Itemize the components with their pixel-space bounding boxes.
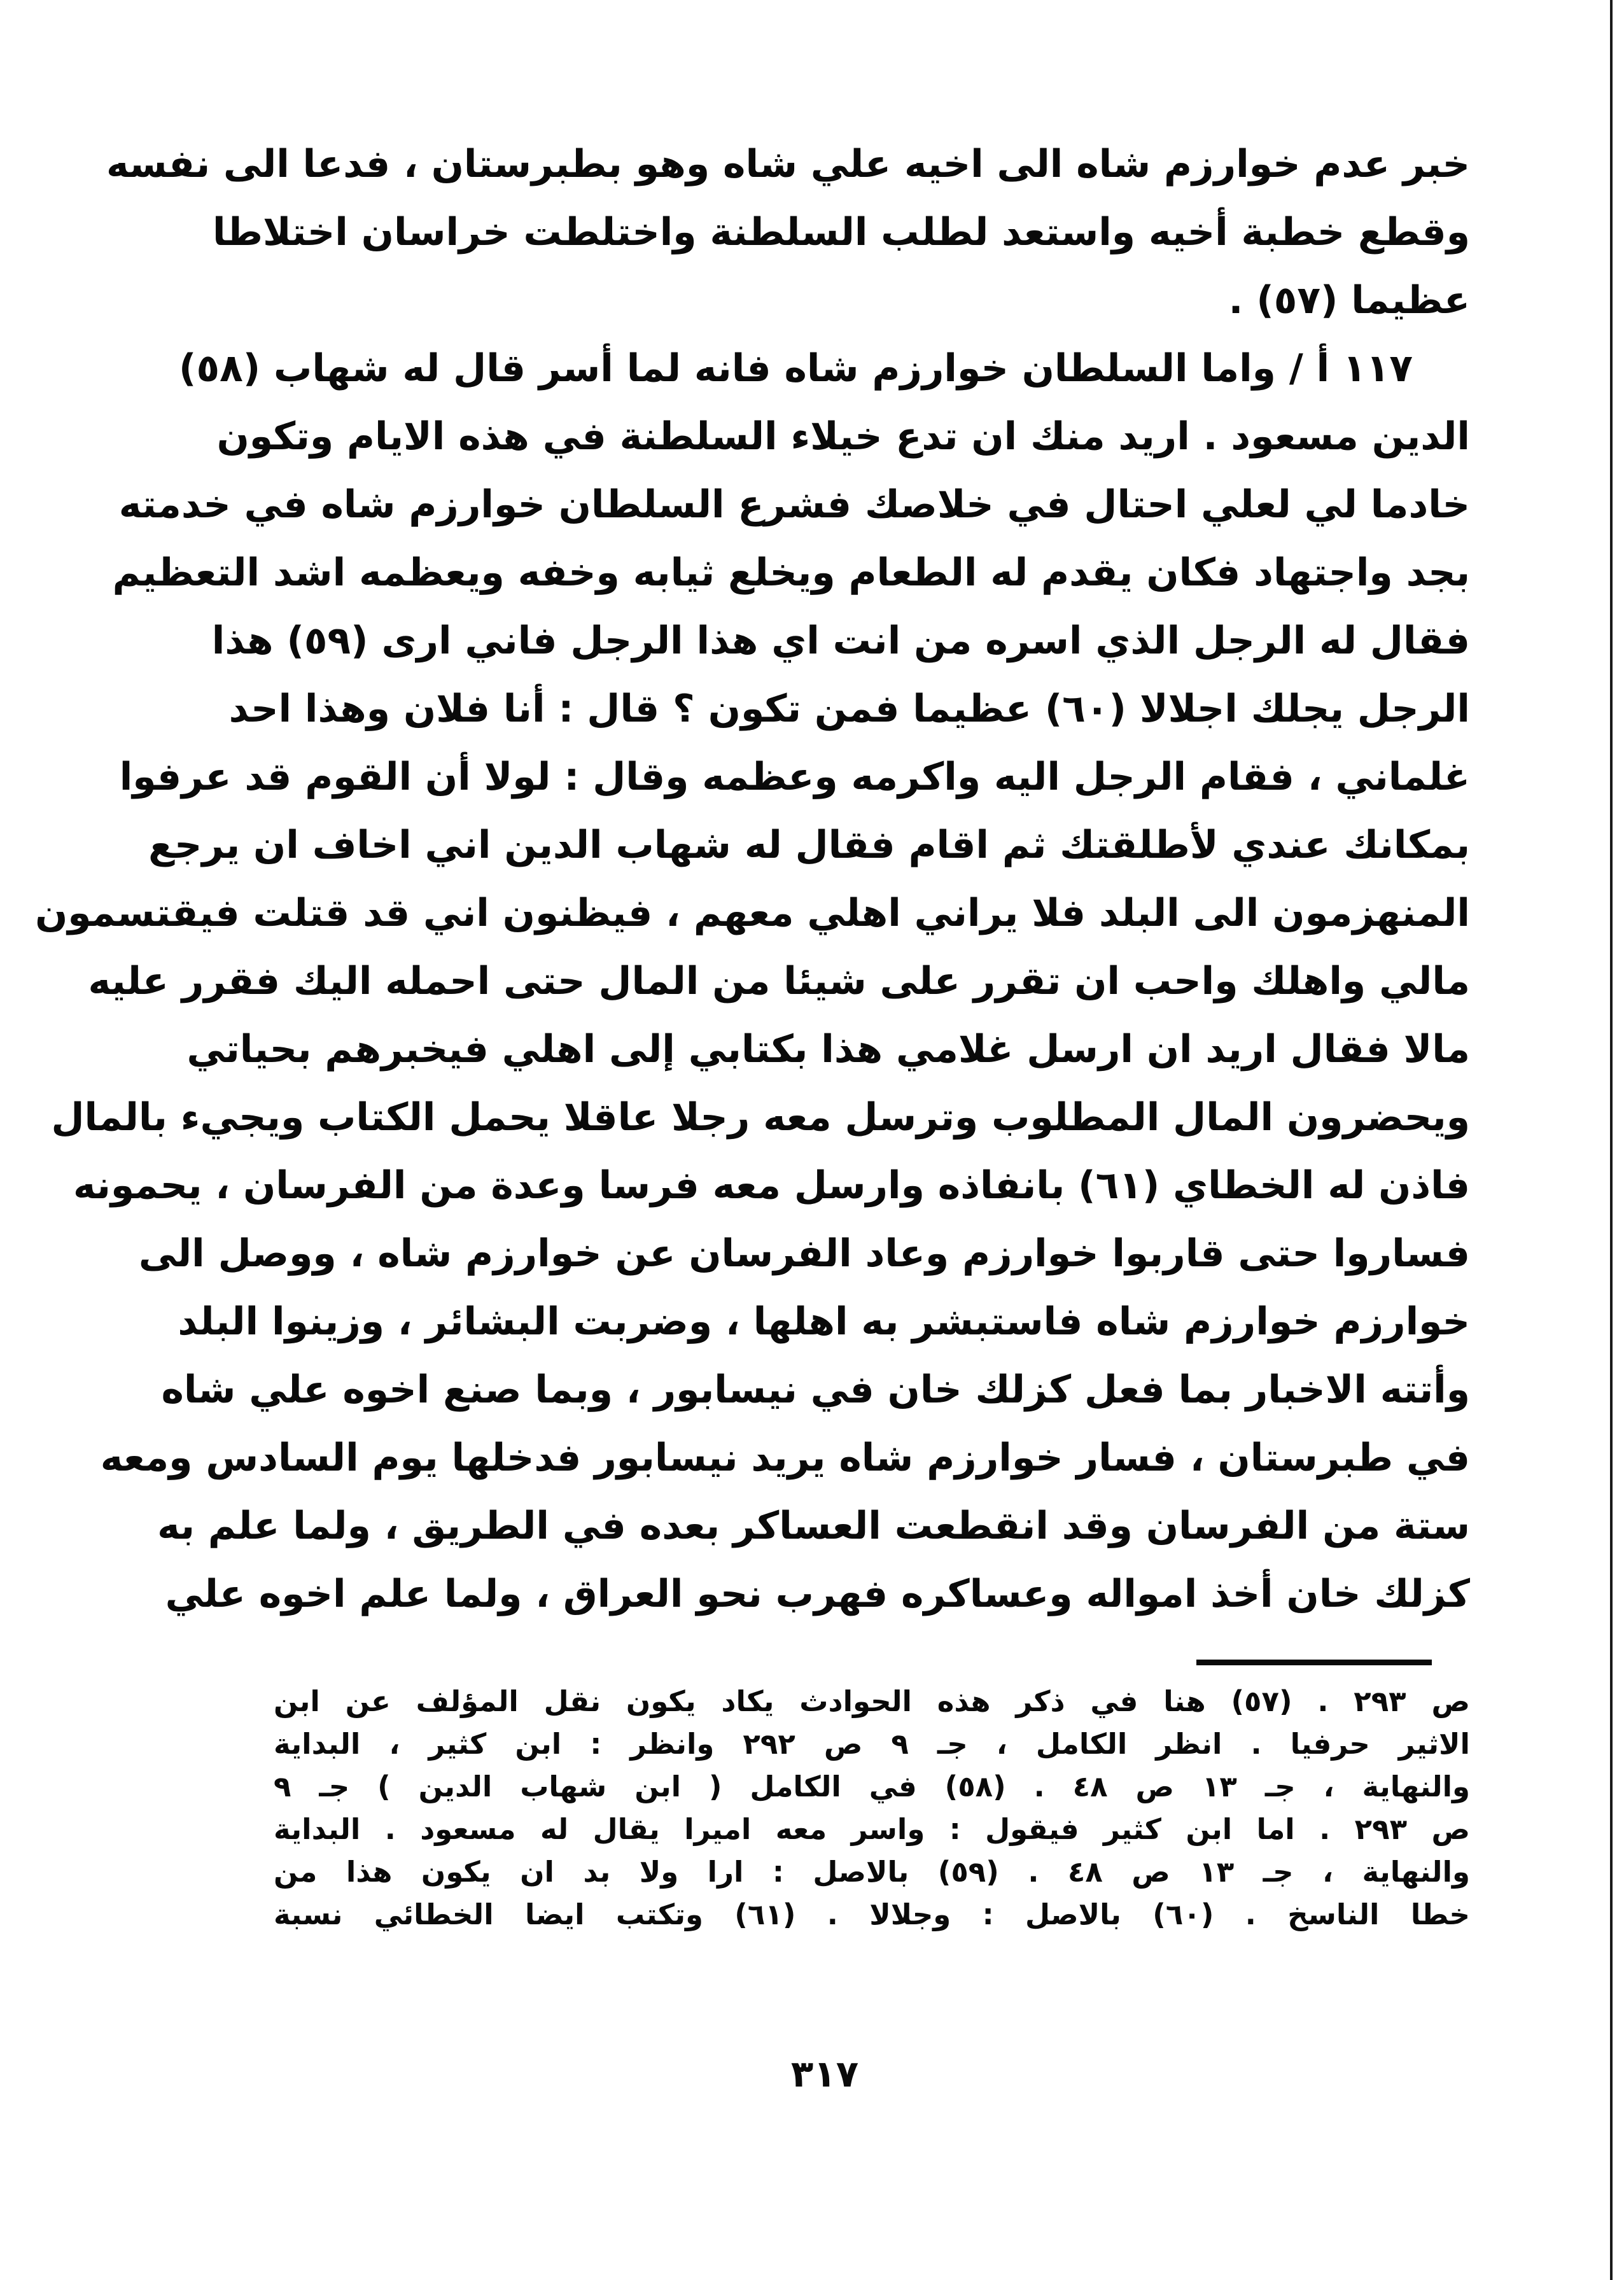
text-line: مالا فقال اريد ان ارسل غلامي هذا بكتابي إلى اهلي فيخبرهم بحياتي — [186, 1027, 1470, 1072]
text-line: فقال له الرجل الذي اسره من انت اي هذا الرجل فاني ارى (٥٩) هذا — [211, 619, 1470, 663]
text-line: ويحضرون المال المطلوب وترسل معه رجلا عاقلا يحمل الكتاب ويجيء بالمال — [51, 1095, 1470, 1140]
footnote-line: والنهاية ، جـ ١٣ ص ٤٨ . (٥٨) في الكامل ( ابن شهاب الدين ) جـ ٩ — [274, 1770, 1471, 1803]
text-line: خادما لي لعلي احتال في خلاصك فشرع السلطان خوارزم شاه في خدمته — [118, 482, 1470, 527]
text-line: وقطع خطبة أخيه واستعد لطلب السلطنة واختلطت خراسان اختلاطا — [212, 210, 1470, 255]
text-line: فساروا حتى قاربوا خوارزم وعاد الفرسان عن خوارزم شاه ، ووصل الى — [138, 1231, 1470, 1276]
text-line: فاذن له الخطاي (٦١) بانفاذه وارسل معه فرسا وعدة من الفرسان ، يحمونه — [73, 1163, 1470, 1208]
page-number: ٣١٧ — [790, 2052, 859, 2095]
text-line: عظيما (٥٧) . — [1228, 278, 1470, 323]
text-line: بمكانك عندي لأطلقتك ثم اقام فقال له شهاب الدين اني اخاف ان يرجع — [148, 823, 1470, 867]
text-line: المنهزمون الى البلد فلا يراني اهلي معهم ، فيظنون اني قد قتلت فيقتسمون — [35, 891, 1470, 935]
footnote-line: ص ٢٩٣ . (٥٧) هنا في ذكر هذه الحوادث يكاد يكون نقل المؤلف عن ابن — [274, 1684, 1470, 1718]
text-line: ١١٧ أ / واما السلطان خوارزم شاه فانه لما أسر قال له شهاب (٥٨) — [179, 346, 1413, 391]
footnote-separator — [1196, 1660, 1432, 1665]
footnote-line: خطا الناسخ . (٦٠) بالاصل : وجلالا . (٦١) وتكتب ايضا الخطائي نسبة — [274, 1898, 1470, 1931]
text-line: الدين مسعود . اريد منك ان تدع خيلاء السلطنة في هذه الايام وتكون — [216, 414, 1470, 459]
footnote-line: ص ٢٩٣ . اما ابن كثير فيقول : واسر معه اميرا يقال له مسعود . البداية — [274, 1812, 1471, 1846]
footnote-line: الاثير حرفيا . انظر الكامل ، جـ ٩ ص ٢٩٢ وانظر : ابن كثير ، البداية — [274, 1727, 1470, 1761]
text-line: بجد واجتهاد فكان يقدم له الطعام ويخلع ثيابه وخفه ويعظمه اشد التعظيم — [112, 550, 1470, 595]
text-line: الرجل يجلك اجلالا (٦٠) عظيما فمن تكون ؟ قال : أنا فلان وهذا احد — [228, 687, 1470, 731]
text-line: خوارزم خوارزم شاه فاستبشر به اهلها ، وضربت البشائر ، وزينوا البلد — [178, 1299, 1470, 1344]
text-line: وأتته الاخبار بما فعل كزلك خان في نيسابور ، وبما صنع اخوه علي شاه — [161, 1367, 1470, 1412]
text-line: ستة من الفرسان وقد انقطعت العساكر بعده في الطريق ، ولما علم به — [157, 1504, 1470, 1548]
footnotes-block — [274, 1680, 1470, 1936]
text-line: مالي واهلك واحب ان تقرر على شيئا من المال حتى احمله اليك فقرر عليه — [88, 959, 1470, 1004]
text-line: غلماني ، فقام الرجل اليه واكرمه وعظمه وقال : لولا أن القوم قد عرفوا — [119, 755, 1470, 799]
footnote-line: والنهاية ، جـ ١٣ ص ٤٨ . (٥٩) بالاصل : ارا ولا بد ان يكون هذا من — [274, 1855, 1470, 1889]
text-line: كزلك خان أخذ امواله وعساكره فهرب نحو العراق ، ولما علم اخوه علي — [165, 1572, 1470, 1616]
text-line: في طبرستان ، فسار خوارزم شاه يريد نيسابور فدخلها يوم السادس ومعه — [100, 1436, 1470, 1480]
text-line: خبر عدم خوارزم شاه الى اخيه علي شاه وهو بطبرستان ، فدعا الى نفسه — [106, 142, 1470, 186]
main-text-block — [35, 130, 1470, 1645]
scan-edge-line — [1610, 0, 1613, 2280]
